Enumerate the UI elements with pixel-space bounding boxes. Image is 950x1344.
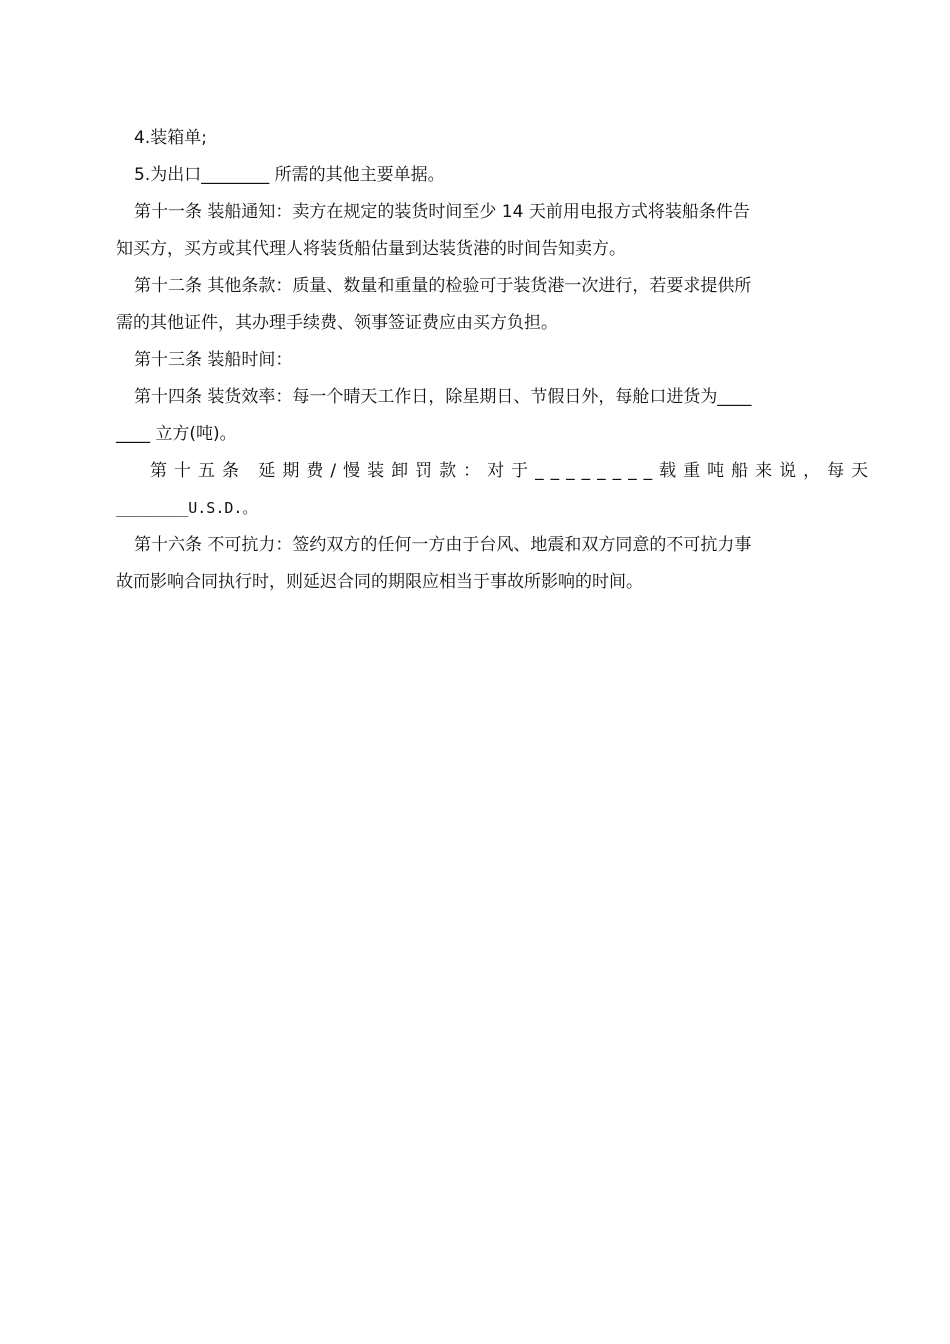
article-16-line-1: 第十六条 不可抗力：签约双方的任何一方由于台风、地震和双方同意的不可抗力事 [134, 535, 752, 555]
article-11-line-2: 知买方，买方或其代理人将装货船估量到达装货港的时间告知卖方。 [116, 239, 626, 259]
article-15-line-2 [116, 490, 836, 527]
article-15-text: 第十五条 延期费/慢装卸罚款：对于________载重吨船来说， [150, 461, 828, 481]
article-15-text-end: 每天 [827, 461, 876, 481]
article-11-line-1: 第十一条 装船通知：卖方在规定的装货时间至少 14 天前用电报方式将装船条件告 [134, 202, 750, 222]
article-13: 第十三条 装船时间： [134, 350, 293, 370]
item-5: 5.为出口________ 所需的其他主要单据。 [134, 165, 445, 185]
document-body [116, 120, 876, 601]
article-12-line-2: 需的其他证件，其办理手续费、领事签证费应由买方负担。 [116, 313, 558, 333]
article-16-line-2: 故而影响合同执行时，则延迟合同的期限应相当于事故所影响的时间。 [116, 572, 643, 592]
article-12-line-1: 第十二条 其他条款：质量、数量和重量的检验可于装货港一次进行，若要求提供所 [134, 276, 752, 296]
article-14-line-1: 第十四条 装货效率：每一个晴天工作日，除星期日、节假日外，每舱口进货为____ [134, 387, 752, 407]
article-15-line-1 [116, 453, 876, 490]
item-4: 4.装箱单; [134, 128, 207, 148]
article-15-amount: ________U.S.D.。 [116, 499, 258, 517]
article-14-line-2: ____ 立方(吨)。 [116, 424, 237, 444]
